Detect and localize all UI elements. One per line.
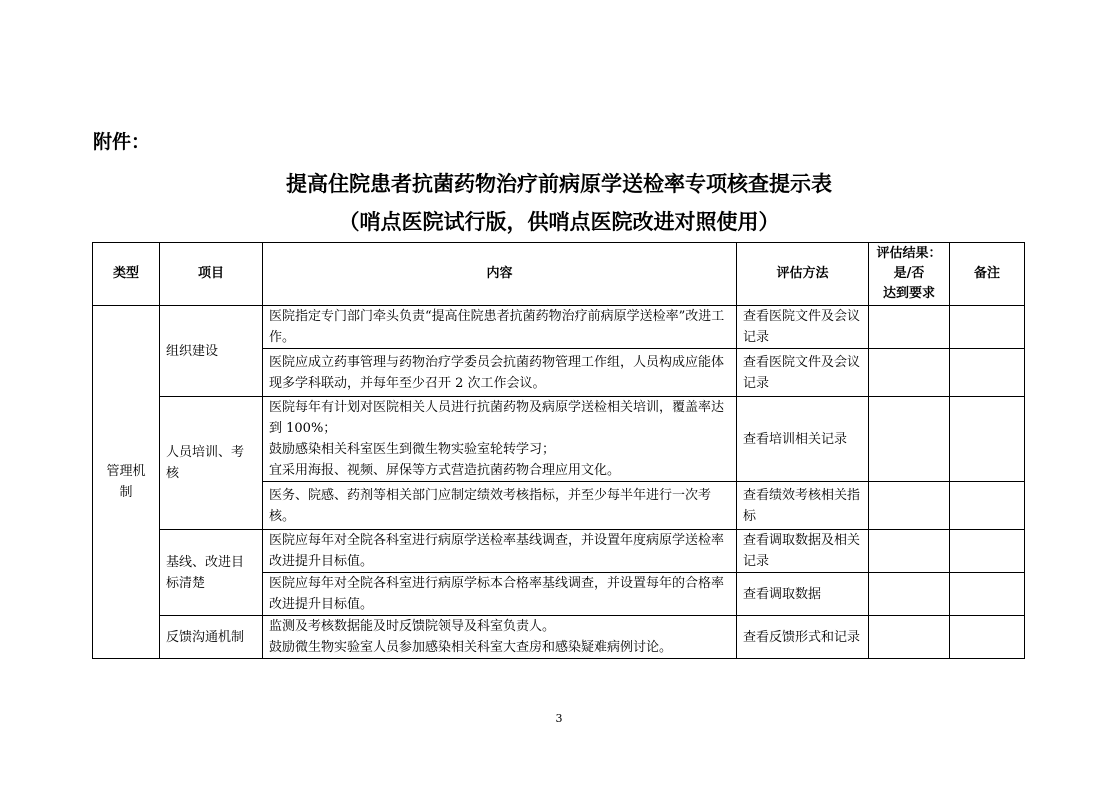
method-cell: 查看医院文件及会议记录	[737, 306, 869, 349]
content-cell: 医院应每年对全院各科室进行病原学标本合格率基线调查，并设置每年的合格率改进提升目标值。	[263, 573, 737, 616]
page-number: 3	[555, 712, 563, 725]
method-cell: 查看反馈形式和记录	[737, 616, 869, 659]
header-method: 评估方法	[737, 243, 869, 306]
content-cell: 医院指定专门部门牵头负责“提高住院患者抗菌药物治疗前病原学送检率”改进工作。	[263, 306, 737, 349]
content-line: 宜采用海报、视频、屏保等方式营造抗菌药物合理应用文化。	[269, 463, 621, 478]
content-cell: 医院应每年对全院各科室进行病原学送检率基线调查，并设置年度病原学送检率改进提升目标值。	[263, 530, 737, 573]
result-cell[interactable]	[869, 306, 950, 349]
method-cell: 查看绩效考核相关指标	[737, 482, 869, 530]
header-result-line2: 是/否	[893, 266, 925, 281]
result-cell[interactable]	[869, 482, 950, 530]
result-cell[interactable]	[869, 616, 950, 659]
table-row	[93, 397, 1025, 482]
remark-cell[interactable]	[950, 349, 1025, 397]
item-cell: 基线、改进目标清楚	[160, 530, 263, 616]
document-title: 提高住院患者抗菌药物治疗前病原学送检率专项核查提示表	[286, 172, 832, 196]
content-cell: 医院应成立药事管理与药物治疗学委员会抗菌药物管理工作组，人员构成应能体现多学科联动，并每年至少召开 2 次工作会议。	[263, 349, 737, 397]
table-row	[93, 530, 1025, 573]
header-result-line1: 评估结果：	[876, 246, 942, 261]
item-cell: 人员培训、考核	[160, 397, 263, 530]
method-cell: 查看调取数据	[737, 573, 869, 616]
header-content: 内容	[263, 243, 737, 306]
remark-cell[interactable]	[950, 616, 1025, 659]
content-line: 监测及考核数据能及时反馈院领导及科室负责人。	[269, 619, 556, 634]
method-cell: 查看培训相关记录	[737, 397, 869, 482]
remark-cell[interactable]	[950, 306, 1025, 349]
result-cell[interactable]	[869, 530, 950, 573]
content-line: 医院每年有计划对医院相关人员进行抗菌药物及病原学送检相关培训，覆盖率达到 100%；	[269, 400, 725, 436]
method-cell: 查看医院文件及会议记录	[737, 349, 869, 397]
table-header-row	[93, 243, 1025, 306]
result-cell[interactable]	[869, 349, 950, 397]
document-subtitle: （哨点医院试行版，供哨点医院改进对照使用）	[338, 210, 780, 234]
content-line: 鼓励感染相关科室医生到微生物实验室轮转学习；	[269, 442, 556, 457]
content-cell	[263, 397, 737, 482]
content-cell: 医务、院感、药剂等相关部门应制定绩效考核指标，并至少每半年进行一次考核。	[263, 482, 737, 530]
category-cell: 管理机制	[93, 306, 160, 659]
item-cell: 组织建设	[160, 306, 263, 397]
method-cell: 查看调取数据及相关记录	[737, 530, 869, 573]
header-result	[869, 243, 950, 306]
remark-cell[interactable]	[950, 530, 1025, 573]
content-cell	[263, 616, 737, 659]
header-item: 项目	[160, 243, 263, 306]
header-type: 类型	[93, 243, 160, 306]
item-cell: 反馈沟通机制	[160, 616, 263, 659]
header-result-line3: 达到要求	[882, 286, 935, 301]
attachment-label: 附件：	[93, 131, 151, 153]
table-row	[93, 306, 1025, 349]
result-cell[interactable]	[869, 397, 950, 482]
header-remark: 备注	[950, 243, 1025, 306]
result-cell[interactable]	[869, 573, 950, 616]
table-row	[93, 616, 1025, 659]
inspection-table	[92, 242, 1025, 659]
remark-cell[interactable]	[950, 482, 1025, 530]
content-line: 鼓励微生物实验室人员参加感染相关科室大查房和感染疑难病例讨论。	[269, 640, 673, 655]
remark-cell[interactable]	[950, 573, 1025, 616]
remark-cell[interactable]	[950, 397, 1025, 482]
